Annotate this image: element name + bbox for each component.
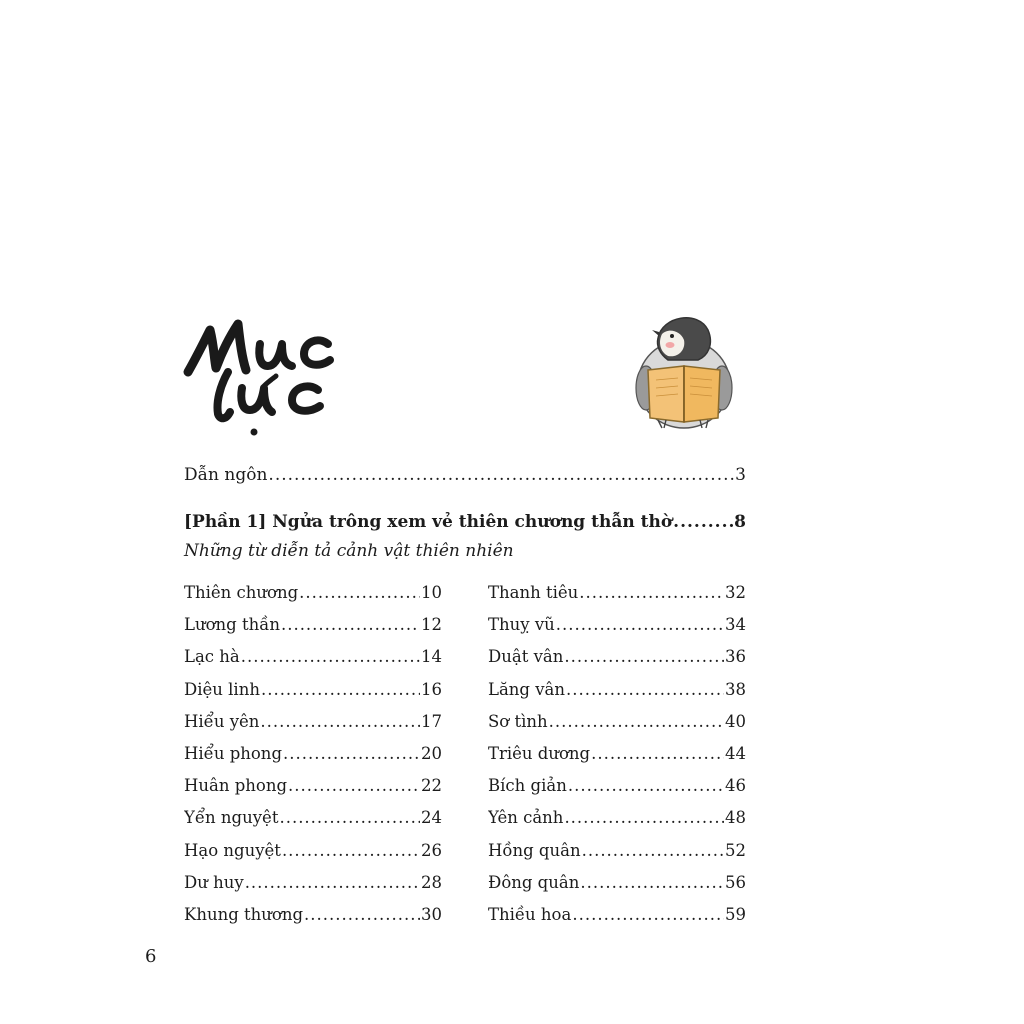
dot-leader <box>283 743 420 765</box>
dot-leader <box>564 807 724 829</box>
list-item[interactable] <box>184 582 442 614</box>
toc-entry-label: Hạo nguyệt <box>184 840 281 860</box>
toc-entry-label: Thuỵ vũ <box>488 615 555 635</box>
list-item[interactable] <box>488 872 746 904</box>
penguin-reading-book-icon <box>628 308 740 432</box>
toc-entry-page: 36 <box>725 647 746 667</box>
toc-entry-page: 14 <box>421 647 442 667</box>
list-item[interactable] <box>488 646 746 678</box>
list-item[interactable] <box>488 807 746 839</box>
toc-entry-page: 48 <box>725 808 746 828</box>
toc-part-page: 8 <box>734 512 746 532</box>
title-lettering-icon <box>180 306 365 441</box>
dot-leader <box>566 679 724 701</box>
list-item[interactable] <box>184 743 442 775</box>
toc-entry-label: Đông quân <box>488 872 580 892</box>
toc-entry-label: Thanh tiêu <box>488 583 579 602</box>
list-item[interactable] <box>184 807 442 839</box>
penguin-reading-illustration <box>628 308 740 432</box>
toc-entry-page: 38 <box>725 679 746 699</box>
toc-entry-page: 44 <box>725 743 746 763</box>
dot-leader <box>279 807 420 829</box>
list-item[interactable] <box>184 646 442 678</box>
dot-leader <box>260 711 420 733</box>
list-item[interactable] <box>488 711 746 743</box>
toc-entry-page: 20 <box>421 743 442 763</box>
toc-entry-part1[interactable] <box>184 511 746 533</box>
list-item[interactable] <box>184 904 442 936</box>
toc-part-label: [Phần 1] Ngửa trông xem vẻ thiên chương thẫn thờ <box>184 512 673 532</box>
dot-leader <box>245 872 420 894</box>
dot-leader <box>281 614 420 636</box>
toc-entry-page: 24 <box>421 808 442 828</box>
list-item[interactable] <box>184 775 442 807</box>
list-item[interactable] <box>488 743 746 775</box>
toc-entry-label: Dư huy <box>184 872 244 892</box>
toc-entry-page: 26 <box>421 840 442 860</box>
dot-leader <box>591 743 724 765</box>
toc-entry-page: 32 <box>725 583 746 602</box>
dot-leader <box>568 775 724 797</box>
toc-entry-page: 59 <box>725 904 746 924</box>
dot-leader <box>580 872 724 894</box>
toc-entry-label: Khung thương <box>184 904 304 924</box>
toc-entry-label: Thiên chương <box>184 583 299 602</box>
toc-entry-label: Lạc hà <box>184 647 240 667</box>
list-item[interactable] <box>488 679 746 711</box>
list-item[interactable] <box>184 872 442 904</box>
dot-leader <box>288 775 420 797</box>
toc-entry-label: Sơ tình <box>488 711 548 731</box>
dot-leader <box>299 582 420 604</box>
page-number: 6 <box>145 946 157 967</box>
toc-entry-page: 16 <box>421 679 442 699</box>
list-item[interactable] <box>488 614 746 646</box>
part1-subtitle: Những từ diễn tả cảnh vật thiên nhiên <box>184 541 514 561</box>
dot-leader <box>549 711 724 733</box>
toc-entry-label: Bích giản <box>488 776 567 796</box>
list-item[interactable] <box>488 582 746 614</box>
toc-entry-label: Hồng quân <box>488 840 581 860</box>
toc-column-right <box>488 582 746 936</box>
toc-entry-label: Diệu linh <box>184 679 260 699</box>
toc-entry-page: 40 <box>725 711 746 731</box>
toc-entry-label: Lương thần <box>184 615 280 635</box>
dot-leader <box>673 511 733 533</box>
toc-entry-page: 12 <box>421 615 442 635</box>
toc-entry-page: 22 <box>421 776 442 796</box>
toc-entry-label: Yển nguyệt <box>184 808 279 828</box>
dot-leader <box>582 840 724 862</box>
toc-entry-label: Huân phong <box>184 776 288 796</box>
toc-entry-label: Yên cảnh <box>488 808 564 828</box>
toc-column-left <box>184 582 442 936</box>
toc-entry-page: 30 <box>421 904 442 924</box>
list-item[interactable] <box>184 679 442 711</box>
list-item[interactable] <box>184 711 442 743</box>
toc-entry-label: Thiều hoa <box>488 904 572 924</box>
title-calligraphy <box>180 306 365 441</box>
dot-leader <box>564 646 724 668</box>
dot-leader <box>556 614 724 636</box>
toc-entry-label: Triêu dương <box>488 743 591 763</box>
toc-entry-label: Lăng vân <box>488 679 566 699</box>
toc-entry-intro[interactable] <box>184 464 746 486</box>
toc-entry-label: Hiểu yên <box>184 711 260 731</box>
dot-leader <box>282 840 420 862</box>
toc-entry-label: Hiểu phong <box>184 743 283 763</box>
list-item[interactable] <box>488 775 746 807</box>
dot-leader <box>572 904 724 926</box>
toc-entry-page: 28 <box>421 872 442 892</box>
dot-leader <box>579 582 724 604</box>
toc-entry-page: 34 <box>725 615 746 635</box>
list-item[interactable] <box>184 840 442 872</box>
dot-leader <box>241 646 420 668</box>
toc-entry-label: Dẫn ngôn <box>184 465 268 485</box>
dot-leader <box>268 464 734 486</box>
toc-entry-page: 3 <box>735 465 746 485</box>
dot-leader <box>261 679 420 701</box>
toc-entry-page: 52 <box>725 840 746 860</box>
toc-entry-page: 10 <box>421 583 442 602</box>
list-item[interactable] <box>488 904 746 936</box>
list-item[interactable] <box>184 614 442 646</box>
list-item[interactable] <box>488 840 746 872</box>
toc-entry-page: 17 <box>421 711 442 731</box>
toc-entry-label: Duật vân <box>488 647 564 667</box>
toc-entry-page: 46 <box>725 776 746 796</box>
toc-entry-page: 56 <box>725 872 746 892</box>
dot-leader <box>304 904 420 926</box>
